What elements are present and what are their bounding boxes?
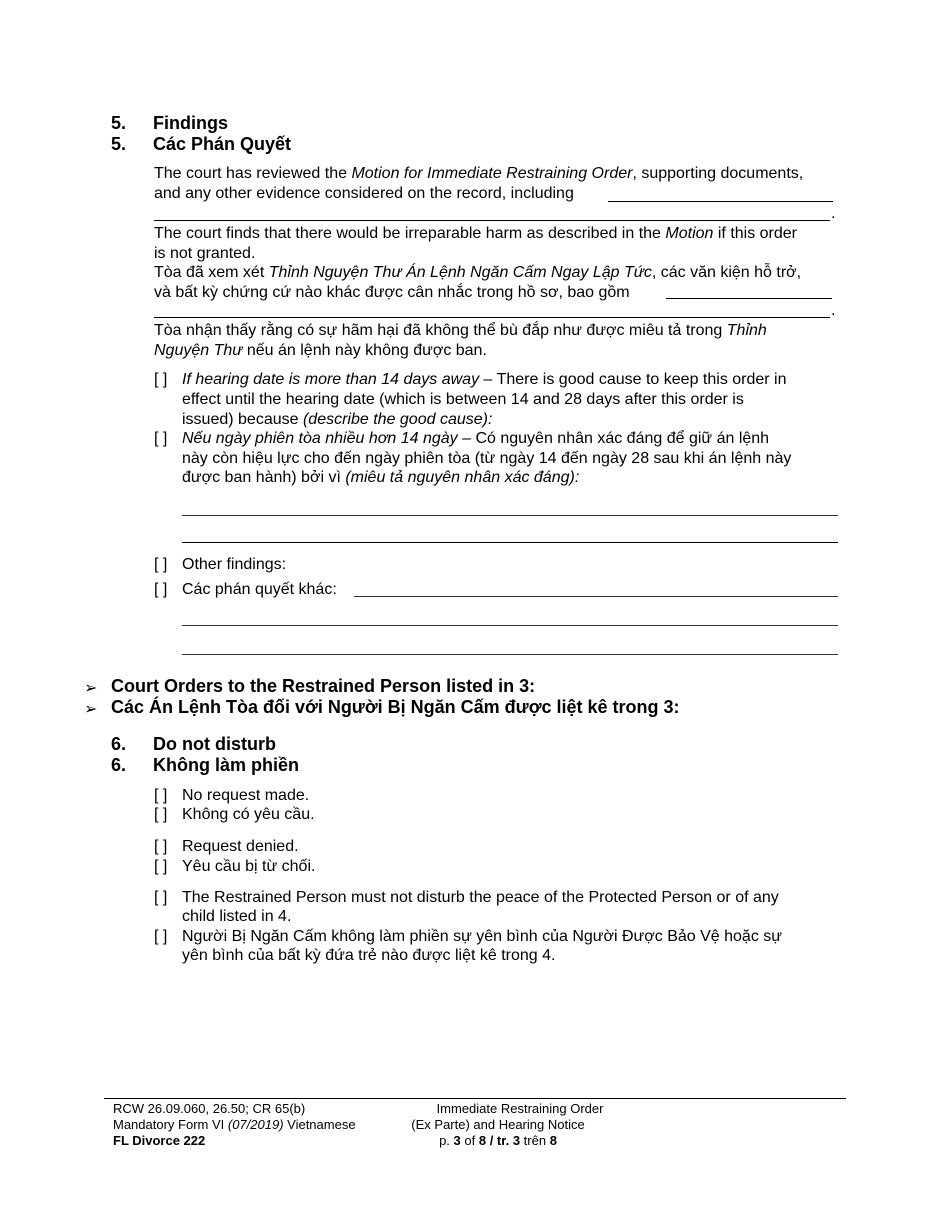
must-not-disturb-checkbox-en[interactable]: [ ]: [154, 889, 168, 906]
no-request-vi: Không có yêu cầu.: [182, 806, 315, 823]
orders-heading-en: Court Orders to the Restrained Person listed in 3:: [111, 676, 536, 696]
denied-en: Request denied.: [182, 838, 299, 855]
hearing-option-vi-cont: này còn hiệu lực cho đến ngày phiên tòa (từ ngày 14 đến ngày 28 sau khi án lệnh này: [182, 450, 792, 467]
footer-mandatory-form: Mandatory Form VI (07/2019) Vietnamese: [113, 1117, 356, 1132]
hearing-option-en-cont2: issued) because (describe the good cause):: [182, 411, 493, 428]
evidence-fill-line-2[interactable]: [154, 220, 830, 221]
section-title-vi: Các Phán Quyết: [153, 134, 292, 154]
hearing-option-en-cont: effect until the hearing date (which is between 14 and 28 days after this order is: [182, 391, 744, 408]
evidence-fill-line[interactable]: [608, 201, 833, 202]
good-cause-fill-line-2[interactable]: [182, 542, 838, 543]
finding-review-en: The court has reviewed the Motion for Immediate Restraining Order, supporting documents,: [154, 165, 804, 182]
finding-harm-vi-cont: Nguyện Thư nếu án lệnh này không được ban.: [154, 342, 487, 359]
footer-page-number: p. 3 of 8 / tr. 3 trên 8: [439, 1133, 557, 1148]
period: .: [831, 205, 836, 222]
bullet-arrow-icon: ➢: [84, 680, 98, 697]
finding-harm-en: The court finds that there would be irreparable harm as described in the Motion if this order: [154, 225, 798, 242]
section-title-en: Findings: [153, 113, 228, 133]
section-number: 5.: [111, 113, 127, 133]
footer-form-id: FL Divorce 222: [113, 1133, 206, 1148]
no-request-checkbox-en[interactable]: [ ]: [154, 787, 168, 804]
footer-divider: [104, 1098, 846, 1099]
denied-checkbox-en[interactable]: [ ]: [154, 838, 168, 855]
hearing-option-vi-cont2: được ban hành) bởi vì (miêu tả nguyên nhân xác đáng):: [182, 469, 580, 486]
other-findings-fill-line[interactable]: [354, 596, 838, 597]
section-number: 6.: [111, 755, 127, 775]
footer-title: Immediate Restraining Order: [436, 1101, 604, 1116]
bullet-arrow-icon: ➢: [84, 701, 98, 718]
section-number: 6.: [111, 734, 127, 754]
other-findings-fill-line-2[interactable]: [182, 625, 838, 626]
other-findings-en: Other findings:: [182, 556, 287, 573]
evidence-fill-line-vi[interactable]: [666, 298, 832, 299]
denied-checkbox-vi[interactable]: [ ]: [154, 858, 168, 875]
no-request-en: No request made.: [182, 787, 310, 804]
must-not-disturb-vi: Người Bị Ngăn Cấm không làm phiền sự yên bình của Người Được Bảo Vệ hoặc sự: [182, 928, 782, 945]
finding-review-en-cont: and any other evidence considered on the record, including: [154, 185, 574, 202]
denied-vi: Yêu cầu bị từ chối.: [182, 858, 316, 875]
other-findings-checkbox-vi[interactable]: [ ]: [154, 581, 168, 598]
hearing-checkbox-vi[interactable]: [ ]: [154, 430, 168, 447]
evidence-fill-line-vi-2[interactable]: [154, 317, 830, 318]
footer-rcw: RCW 26.09.060, 26.50; CR 65(b): [113, 1101, 306, 1116]
hearing-option-en: If hearing date is more than 14 days away – There is good cause to keep this order in: [182, 371, 787, 388]
finding-review-vi-cont: và bất kỳ chứng cứ nào khác được cân nhắc trong hồ sơ, bao gồm: [154, 284, 630, 301]
section-title-vi: Không làm phiền: [153, 755, 299, 775]
other-findings-checkbox-en[interactable]: [ ]: [154, 556, 168, 573]
orders-heading-vi: Các Án Lệnh Tòa đối với Người Bị Ngăn Cấm được liệt kê trong 3:: [111, 697, 680, 717]
finding-harm-en-cont: is not granted.: [154, 245, 256, 262]
section-number: 5.: [111, 134, 127, 154]
must-not-disturb-checkbox-vi[interactable]: [ ]: [154, 928, 168, 945]
finding-review-vi: Tòa đã xem xét Thỉnh Nguyện Thư Án Lệnh Ngăn Cấm Ngay Lập Tức, các văn kiện hỗ trở,: [154, 264, 802, 281]
finding-harm-vi: Tòa nhận thấy rằng có sự hãm hại đã không thể bù đắp như được miêu tả trong Thỉnh: [154, 322, 767, 339]
hearing-checkbox-en[interactable]: [ ]: [154, 371, 168, 388]
other-findings-fill-line-3[interactable]: [182, 654, 838, 655]
hearing-option-vi: Nếu ngày phiên tòa nhiều hơn 14 ngày – Có nguyên nhân xác đáng để giữ án lệnh: [182, 430, 770, 447]
period: .: [831, 302, 836, 319]
footer-title-cont: (Ex Parte) and Hearing Notice: [411, 1117, 585, 1132]
other-findings-vi: Các phán quyết khác:: [182, 581, 337, 598]
must-not-disturb-en: The Restrained Person must not disturb the peace of the Protected Person or of any: [182, 889, 779, 906]
section-title-en: Do not disturb: [153, 734, 276, 754]
must-not-disturb-en-cont: child listed in 4.: [182, 908, 292, 925]
no-request-checkbox-vi[interactable]: [ ]: [154, 806, 168, 823]
must-not-disturb-vi-cont: yên bình của bất kỳ đứa trẻ nào được liệt kê trong 4.: [182, 947, 556, 964]
good-cause-fill-line[interactable]: [182, 515, 838, 516]
